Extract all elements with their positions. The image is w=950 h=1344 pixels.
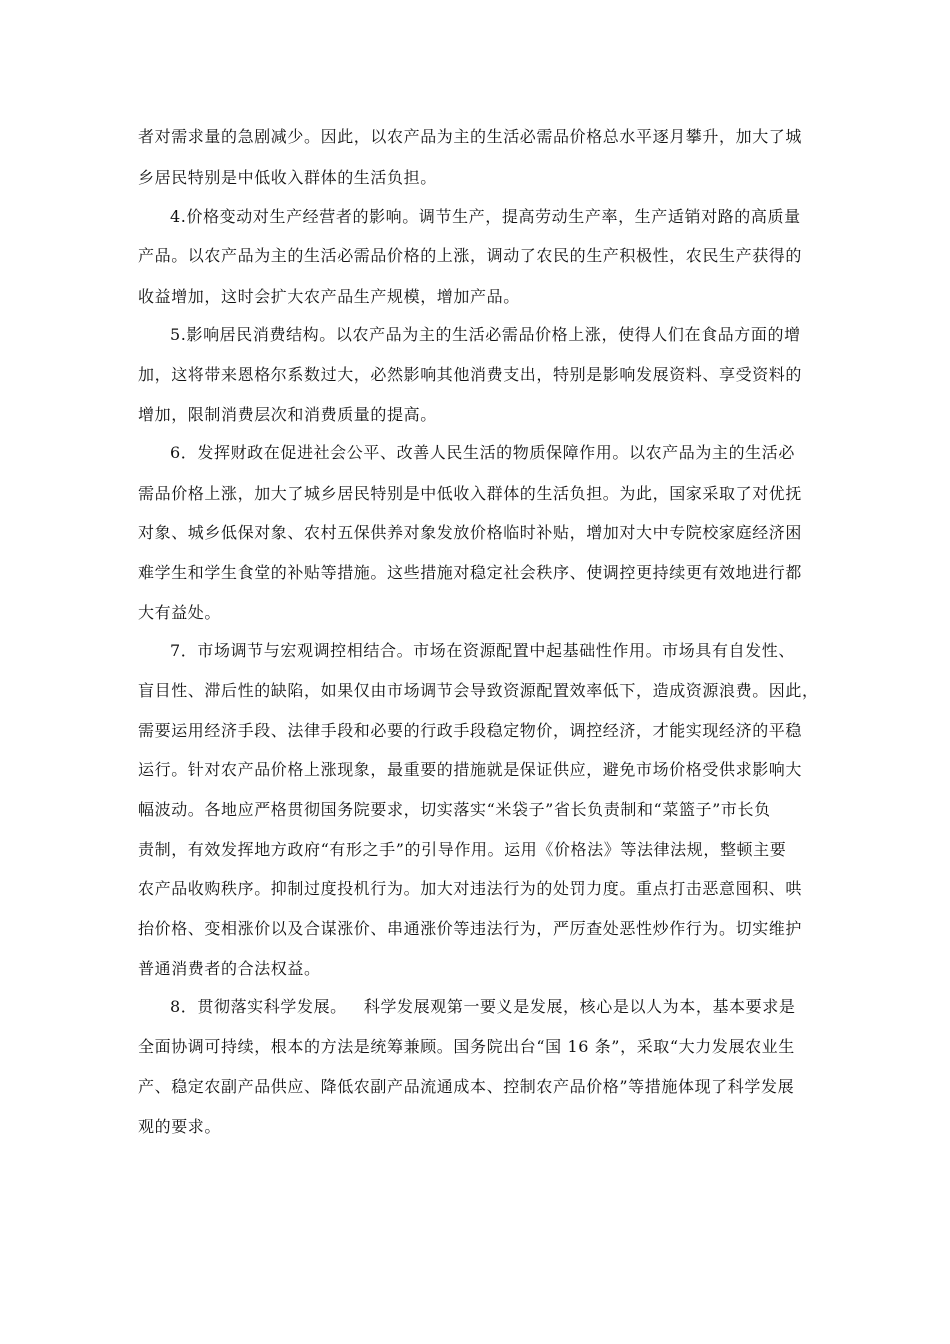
text-line: 农产品收购秩序。抑制过度投机行为。加大对违法行为的处罚力度。重点打击恶意囤积、哄 bbox=[138, 879, 803, 898]
text-line: 需品价格上涨，加大了城乡居民特别是中低收入群体的生活负担。为此，国家采取了对优抚 bbox=[138, 484, 803, 503]
text-line: 观的要求。 bbox=[138, 1117, 222, 1136]
text-line: 增加，限制消费层次和消费质量的提高。 bbox=[138, 405, 437, 424]
paragraph-5-start: 5.影响居民消费结构。以农产品为主的生活必需品价格上涨，使得人们在食品方面的增 bbox=[170, 325, 801, 344]
text-line: 盲目性、滞后性的缺陷，如果仅由市场调节会导致资源配置效率低下，造成资源浪费。因此， bbox=[138, 681, 819, 700]
text-line: 抬价格、变相涨价以及合谋涨价、串通涨价等违法行为，严厉查处恶性炒作行为。切实维护 bbox=[138, 919, 803, 938]
text-line: 产、稳定农副产品供应、降低农副产品流通成本、控制农产品价格”等措施体现了科学发展 bbox=[138, 1077, 795, 1096]
paragraph-4-start: 4.价格变动对生产经营者的影响。调节生产，提高劳动生产率，生产适销对路的高质量 bbox=[170, 207, 801, 226]
text-line: 收益增加，这时会扩大农产品生产规模，增加产品。 bbox=[138, 287, 520, 306]
text-line: 责制，有效发挥地方政府“有形之手”的引导作用。运用《价格法》等法律法规，整顿主要 bbox=[138, 840, 787, 859]
text-line: 运行。针对农产品价格上涨现象，最重要的措施就是保证供应，避免市场价格受供求影响大 bbox=[138, 760, 803, 779]
text-line: 大有益处。 bbox=[138, 603, 222, 622]
paragraph-8-start: 8．贯彻落实科学发展。 科学发展观第一要义是发展，核心是以人为本，基本要求是 bbox=[170, 997, 796, 1016]
text-line: 全面协调可持续，根本的方法是统筹兼顾。国务院出台“国 16 条”，采取“大力发展农业生 bbox=[138, 1037, 795, 1056]
text-line: 需要运用经济手段、法律手段和必要的行政手段稳定物价，调控经济，才能实现经济的平稳 bbox=[138, 721, 803, 740]
text-line: 普通消费者的合法权益。 bbox=[138, 959, 321, 978]
text-line: 产品。以农产品为主的生活必需品价格的上涨，调动了农民的生产积极性，农民生产获得的 bbox=[138, 246, 803, 265]
paragraph-7-start: 7．市场调节与宏观调控相结合。市场在资源配置中起基础性作用。市场具有自发性、 bbox=[170, 641, 795, 660]
text-line: 对象、城乡低保对象、农村五保供养对象发放价格临时补贴，增加对大中专院校家庭经济困 bbox=[138, 523, 803, 542]
text-line: 者对需求量的急剧减少。因此，以农产品为主的生活必需品价格总水平逐月攀升，加大了城 bbox=[138, 127, 803, 146]
text-line: 乡居民特别是中低收入群体的生活负担。 bbox=[138, 168, 437, 187]
text-line: 难学生和学生食堂的补贴等措施。这些措施对稳定社会秩序、使调控更持续更有效地进行都 bbox=[138, 563, 803, 582]
text-line: 加，这将带来恩格尔系数过大，必然影响其他消费支出，特别是影响发展资料、享受资料的 bbox=[138, 365, 803, 384]
text-line: 幅波动。各地应严格贯彻国务院要求，切实落实“米袋子”省长负责制和“菜篮子”市长负 bbox=[138, 800, 771, 819]
paragraph-6-start: 6．发挥财政在促进社会公平、改善人民生活的物质保障作用。以农产品为主的生活必 bbox=[170, 443, 795, 462]
